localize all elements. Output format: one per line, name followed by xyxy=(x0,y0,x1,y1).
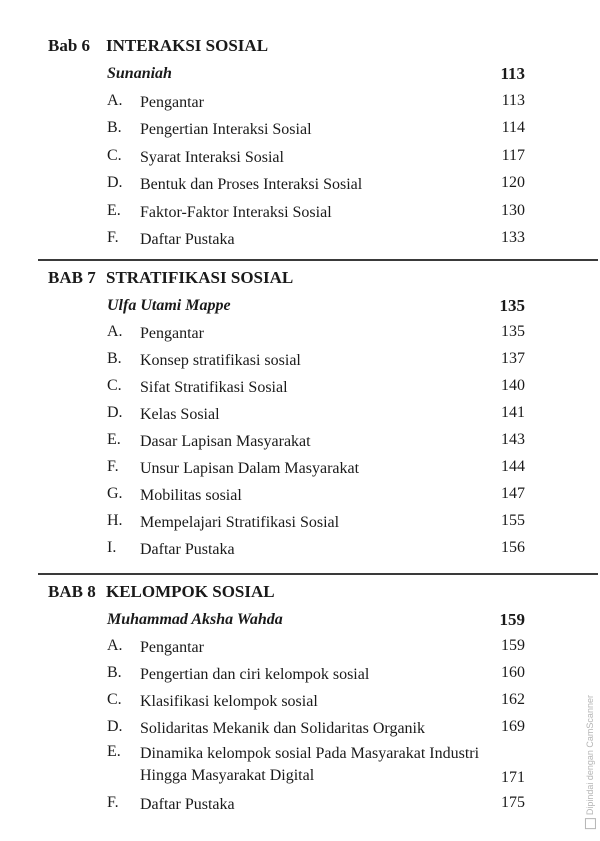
entry-title: Syarat Interaksi Sosial xyxy=(140,149,284,166)
entry-page: 162 xyxy=(501,691,525,708)
entry-letter: C. xyxy=(107,691,122,708)
chapter-heading xyxy=(48,268,293,288)
entry-page: 141 xyxy=(501,404,525,421)
entry-letter: A. xyxy=(107,323,123,340)
entry-title: Pengertian Interaksi Sosial xyxy=(140,121,312,138)
entry-title: Daftar Pustaka xyxy=(140,796,235,813)
chapter-heading xyxy=(48,582,275,602)
entry-page: 169 xyxy=(501,718,525,735)
entry-title: Bentuk dan Proses Interaksi Sosial xyxy=(140,176,363,193)
entry-letter: D. xyxy=(107,718,123,735)
entry-letter: C. xyxy=(107,147,122,164)
entry-page: 147 xyxy=(501,485,525,502)
entry-letter: B. xyxy=(107,119,122,136)
entry-title: Solidaritas Mekanik dan Solidaritas Organik xyxy=(140,720,425,737)
entry-letter: C. xyxy=(107,377,122,394)
chapter-author-page: 159 xyxy=(499,610,525,629)
entry-page: 114 xyxy=(501,119,525,136)
chapter-author: Muhammad Aksha Wahda xyxy=(107,611,283,628)
chapter-number: BAB 7 xyxy=(48,268,96,287)
entry-title: Faktor-Faktor Interaksi Sosial xyxy=(140,204,332,221)
entry-title: Kelas Sosial xyxy=(140,406,220,423)
entry-letter: D. xyxy=(107,404,123,421)
entry-page: 156 xyxy=(501,539,525,556)
entry-letter: F. xyxy=(107,458,119,475)
entry-letter: H. xyxy=(107,512,123,529)
entry-title: Sifat Stratifikasi Sosial xyxy=(140,379,288,396)
entry-title: Unsur Lapisan Dalam Masyarakat xyxy=(140,460,360,477)
entry-letter: E. xyxy=(107,431,121,448)
entry-page: 171 xyxy=(501,769,525,786)
entry-letter: A. xyxy=(107,92,123,109)
chapter-title: KELOMPOK SOSIAL xyxy=(106,582,275,601)
entry-page: 175 xyxy=(501,794,525,811)
entry-letter: G. xyxy=(107,485,123,502)
entry-title: Pengertian dan ciri kelompok sosial xyxy=(140,666,370,683)
entry-title: Pengantar xyxy=(140,325,204,342)
entry-title: Pengantar xyxy=(140,639,204,656)
entry-letter: E. xyxy=(107,202,121,219)
entry-letter: D. xyxy=(107,174,123,191)
entry-letter: B. xyxy=(107,350,122,367)
section-divider xyxy=(38,573,598,575)
entry-page: 160 xyxy=(501,664,525,681)
entry-letter: F. xyxy=(107,794,119,811)
chapter-title: STRATIFIKASI SOSIAL xyxy=(106,268,294,287)
entry-title: Dasar Lapisan Masyarakat xyxy=(140,433,311,450)
entry-letter: B. xyxy=(107,664,122,681)
entry-page: 155 xyxy=(501,512,525,529)
entry-letter: I. xyxy=(107,539,117,556)
entry-letter: F. xyxy=(107,229,119,246)
scanner-watermark xyxy=(585,695,596,829)
watermark-text: Dipindai dengan CamScanner xyxy=(584,694,595,815)
chapter-author: Sunaniah xyxy=(107,65,172,82)
entry-page: 135 xyxy=(501,323,525,340)
entry-page: 144 xyxy=(501,458,525,475)
entry-title: Mobilitas sosial xyxy=(140,487,242,504)
entry-title: Konsep stratifikasi sosial xyxy=(140,352,301,369)
chapter-author: Ulfa Utami Mappe xyxy=(107,297,231,314)
entry-page: 133 xyxy=(501,229,525,246)
entry-page: 143 xyxy=(501,431,525,448)
chapter-number: Bab 6 xyxy=(48,36,91,55)
chapter-heading xyxy=(48,36,268,56)
entry-page: 117 xyxy=(501,147,525,164)
entry-title: Pengantar xyxy=(140,94,204,111)
entry-title: Daftar Pustaka xyxy=(140,231,235,248)
entry-page: 130 xyxy=(501,202,525,219)
section-divider xyxy=(38,259,598,261)
entry-letter: A. xyxy=(107,637,123,654)
camscanner-icon xyxy=(585,818,596,829)
chapter-author-page: 113 xyxy=(500,64,525,83)
entry-letter: E. xyxy=(107,743,121,760)
entry-title: Mempelajari Stratifikasi Sosial xyxy=(140,514,340,531)
entry-page: 140 xyxy=(501,377,525,394)
entry-title: Daftar Pustaka xyxy=(140,541,235,558)
entry-page: 159 xyxy=(501,637,525,654)
entry-title: Klasifikasi kelompok sosial xyxy=(140,693,318,710)
entry-title: Dinamika kelompok sosial Pada Masyarakat Industri Hingga Masyarakat Digital xyxy=(140,745,480,784)
entry-page: 137 xyxy=(501,350,525,367)
entry-page: 113 xyxy=(501,92,525,109)
chapter-number: BAB 8 xyxy=(48,582,96,601)
chapter-author-page: 135 xyxy=(499,296,525,315)
chapter-title: INTERAKSI SOSIAL xyxy=(106,36,269,55)
entry-page: 120 xyxy=(501,174,525,191)
